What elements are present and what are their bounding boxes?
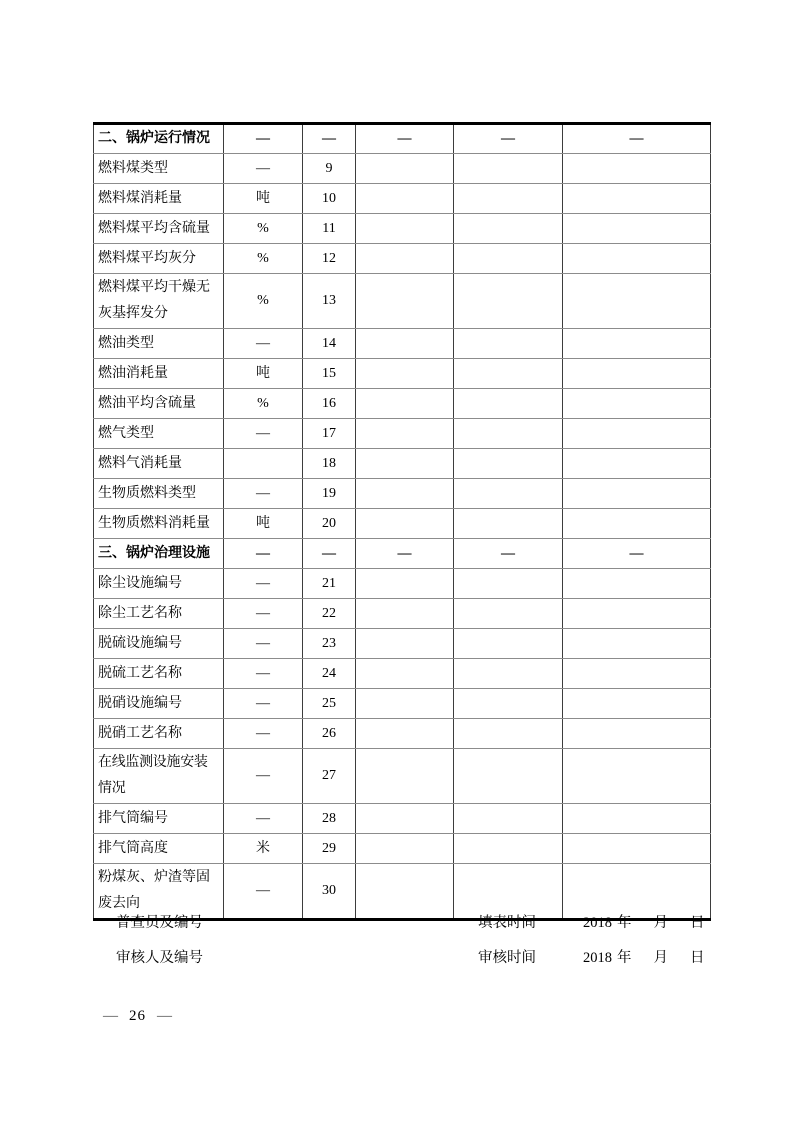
sequence-number-cell: 19 [303, 479, 356, 509]
review-year-unit: 年 [617, 950, 632, 966]
table-row [94, 154, 711, 184]
unit-cell: — [224, 864, 303, 920]
row-label: 燃料气消耗量 [94, 449, 224, 479]
row-label: 脱硫设施编号 [94, 629, 224, 659]
table-row [94, 749, 711, 804]
entry-cell-1 [356, 184, 454, 214]
row-label: 燃料煤消耗量 [94, 184, 224, 214]
table-row [94, 449, 711, 479]
entry-cell-2 [454, 629, 563, 659]
entry-cell-2 [454, 359, 563, 389]
review-year: 2018 [583, 950, 612, 966]
unit-cell: 吨 [224, 509, 303, 539]
entry-cell-2 [454, 449, 563, 479]
entry-cell-1 [356, 244, 454, 274]
sequence-number-cell: 18 [303, 449, 356, 479]
entry-cell-3 [563, 419, 711, 449]
unit-cell: % [224, 214, 303, 244]
entry-cell-3 [563, 244, 711, 274]
table-row [94, 599, 711, 629]
sequence-number-cell: 15 [303, 359, 356, 389]
review-month-unit: 月 [653, 950, 668, 966]
row-label: 排气筒高度 [94, 834, 224, 864]
sequence-number-cell: 23 [303, 629, 356, 659]
table-row [94, 274, 711, 329]
row-label: 燃油类型 [94, 329, 224, 359]
entry-cell-1 [356, 449, 454, 479]
table-row [94, 509, 711, 539]
row-label: 脱硫工艺名称 [94, 659, 224, 689]
entry-cell-3: — [563, 124, 711, 154]
unit-cell: — [224, 599, 303, 629]
unit-cell: — [224, 479, 303, 509]
entry-cell-2 [454, 804, 563, 834]
row-label: 燃气类型 [94, 419, 224, 449]
row-label: 生物质燃料类型 [94, 479, 224, 509]
sequence-number-cell: 22 [303, 599, 356, 629]
entry-cell-3 [563, 184, 711, 214]
entry-cell-1 [356, 719, 454, 749]
sequence-number-cell: 28 [303, 804, 356, 834]
entry-cell-2 [454, 214, 563, 244]
table-row [94, 689, 711, 719]
entry-cell-3 [563, 329, 711, 359]
sequence-number-cell: 14 [303, 329, 356, 359]
sequence-number-cell: — [303, 539, 356, 569]
table-row [94, 864, 711, 920]
entry-cell-3 [563, 569, 711, 599]
unit-cell: % [224, 274, 303, 329]
sequence-number-cell: 29 [303, 834, 356, 864]
entry-cell-2 [454, 274, 563, 329]
entry-cell-1 [356, 834, 454, 864]
entry-cell-1 [356, 509, 454, 539]
row-label: 燃油消耗量 [94, 359, 224, 389]
table-row [94, 389, 711, 419]
fill-day-unit: 日 [690, 915, 705, 931]
page-number [103, 1007, 172, 1025]
table-row [94, 834, 711, 864]
entry-cell-3 [563, 214, 711, 244]
sequence-number-cell: 9 [303, 154, 356, 184]
table-row [94, 719, 711, 749]
unit-cell: — [224, 719, 303, 749]
table-row [94, 214, 711, 244]
entry-cell-3 [563, 389, 711, 419]
sequence-number-cell: 17 [303, 419, 356, 449]
entry-cell-2 [454, 154, 563, 184]
entry-cell-1: — [356, 539, 454, 569]
entry-cell-1 [356, 629, 454, 659]
table-row [94, 359, 711, 389]
entry-cell-1 [356, 389, 454, 419]
unit-cell: — [224, 539, 303, 569]
entry-cell-1 [356, 329, 454, 359]
unit-cell: — [224, 689, 303, 719]
entry-cell-3 [563, 509, 711, 539]
entry-cell-1 [356, 154, 454, 184]
section-header-row [94, 539, 711, 569]
entry-cell-3: — [563, 539, 711, 569]
entry-cell-2 [454, 479, 563, 509]
row-label: 燃料煤平均干燥无灰基挥发分 [94, 274, 224, 329]
row-label: 脱硝设施编号 [94, 689, 224, 719]
table-row [94, 659, 711, 689]
unit-cell: % [224, 389, 303, 419]
entry-cell-3 [563, 449, 711, 479]
fill-year-unit: 年 [617, 915, 632, 931]
review-time-label: 审核时间 [478, 950, 536, 966]
unit-cell: % [224, 244, 303, 274]
entry-cell-1 [356, 689, 454, 719]
fill-month-unit: 月 [653, 915, 668, 931]
unit-cell: 米 [224, 834, 303, 864]
sequence-number-cell: 13 [303, 274, 356, 329]
entry-cell-3 [563, 864, 711, 920]
entry-cell-3 [563, 749, 711, 804]
row-label: 燃料煤平均含硫量 [94, 214, 224, 244]
review-day-unit: 日 [690, 950, 705, 966]
sequence-number-cell: 12 [303, 244, 356, 274]
page-number-left-dash: — [103, 1008, 118, 1024]
entry-cell-1 [356, 419, 454, 449]
sequence-number-cell: 26 [303, 719, 356, 749]
entry-cell-2 [454, 864, 563, 920]
entry-cell-1 [356, 804, 454, 834]
sequence-number-cell: 21 [303, 569, 356, 599]
row-label: 燃油平均含硫量 [94, 389, 224, 419]
entry-cell-1 [356, 659, 454, 689]
unit-cell: — [224, 419, 303, 449]
table-row [94, 419, 711, 449]
table-row [94, 804, 711, 834]
table-row [94, 569, 711, 599]
review-time-value [583, 949, 705, 967]
entry-cell-1 [356, 599, 454, 629]
unit-cell [224, 449, 303, 479]
unit-cell: — [224, 804, 303, 834]
entry-cell-2 [454, 689, 563, 719]
entry-cell-3 [563, 479, 711, 509]
page-number-value: 26 [129, 1008, 146, 1024]
row-label: 脱硝工艺名称 [94, 719, 224, 749]
unit-cell: — [224, 329, 303, 359]
entry-cell-2: — [454, 539, 563, 569]
row-label: 生物质燃料消耗量 [94, 509, 224, 539]
entry-cell-2 [454, 329, 563, 359]
entry-cell-3 [563, 629, 711, 659]
sequence-number-cell: 11 [303, 214, 356, 244]
table-row [94, 244, 711, 274]
sequence-number-cell: 27 [303, 749, 356, 804]
entry-cell-1 [356, 274, 454, 329]
unit-cell: 吨 [224, 359, 303, 389]
entry-cell-2: — [454, 124, 563, 154]
fill-year: 2018 [583, 915, 612, 931]
fill-time-value [583, 914, 705, 932]
entry-cell-3 [563, 719, 711, 749]
entry-cell-3 [563, 154, 711, 184]
unit-cell: — [224, 659, 303, 689]
row-label: 燃料煤平均灰分 [94, 244, 224, 274]
sequence-number-cell: 20 [303, 509, 356, 539]
unit-cell: 吨 [224, 184, 303, 214]
entry-cell-1 [356, 749, 454, 804]
row-label: 除尘工艺名称 [94, 599, 224, 629]
sequence-number-cell: 30 [303, 864, 356, 920]
sequence-number-cell: — [303, 124, 356, 154]
sequence-number-cell: 16 [303, 389, 356, 419]
row-label: 排气筒编号 [94, 804, 224, 834]
entry-cell-1 [356, 864, 454, 920]
entry-cell-3 [563, 689, 711, 719]
unit-cell: — [224, 749, 303, 804]
entry-cell-2 [454, 599, 563, 629]
row-label: 燃料煤类型 [94, 154, 224, 184]
entry-cell-2 [454, 569, 563, 599]
reviewer-label: 审核人及编号 [116, 950, 203, 966]
entry-cell-3 [563, 834, 711, 864]
surveyor-label: 普查员及编号 [116, 915, 203, 931]
table-row [94, 329, 711, 359]
unit-cell: — [224, 154, 303, 184]
entry-cell-2 [454, 834, 563, 864]
entry-cell-2 [454, 389, 563, 419]
row-label: 二、锅炉运行情况 [94, 124, 224, 154]
unit-cell: — [224, 629, 303, 659]
entry-cell-2 [454, 244, 563, 274]
entry-cell-2 [454, 659, 563, 689]
sequence-number-cell: 24 [303, 659, 356, 689]
entry-cell-3 [563, 804, 711, 834]
sequence-number-cell: 10 [303, 184, 356, 214]
entry-cell-3 [563, 659, 711, 689]
entry-cell-3 [563, 359, 711, 389]
entry-cell-2 [454, 184, 563, 214]
fill-time-label: 填表时间 [478, 915, 536, 931]
entry-cell-1 [356, 479, 454, 509]
entry-cell-2 [454, 719, 563, 749]
entry-cell-1: — [356, 124, 454, 154]
entry-cell-2 [454, 419, 563, 449]
entry-cell-3 [563, 274, 711, 329]
table-row [94, 479, 711, 509]
row-label: 在线监测设施安装情况 [94, 749, 224, 804]
row-label: 除尘设施编号 [94, 569, 224, 599]
entry-cell-3 [563, 599, 711, 629]
entry-cell-1 [356, 569, 454, 599]
row-label: 三、锅炉治理设施 [94, 539, 224, 569]
boiler-survey-table [93, 122, 711, 921]
table-row [94, 629, 711, 659]
section-header-row [94, 124, 711, 154]
entry-cell-2 [454, 749, 563, 804]
entry-cell-1 [356, 359, 454, 389]
entry-cell-2 [454, 509, 563, 539]
row-label: 粉煤灰、炉渣等固废去向 [94, 864, 224, 920]
unit-cell: — [224, 569, 303, 599]
sequence-number-cell: 25 [303, 689, 356, 719]
table-row [94, 184, 711, 214]
page-number-right-dash: — [157, 1008, 172, 1024]
unit-cell: — [224, 124, 303, 154]
entry-cell-1 [356, 214, 454, 244]
